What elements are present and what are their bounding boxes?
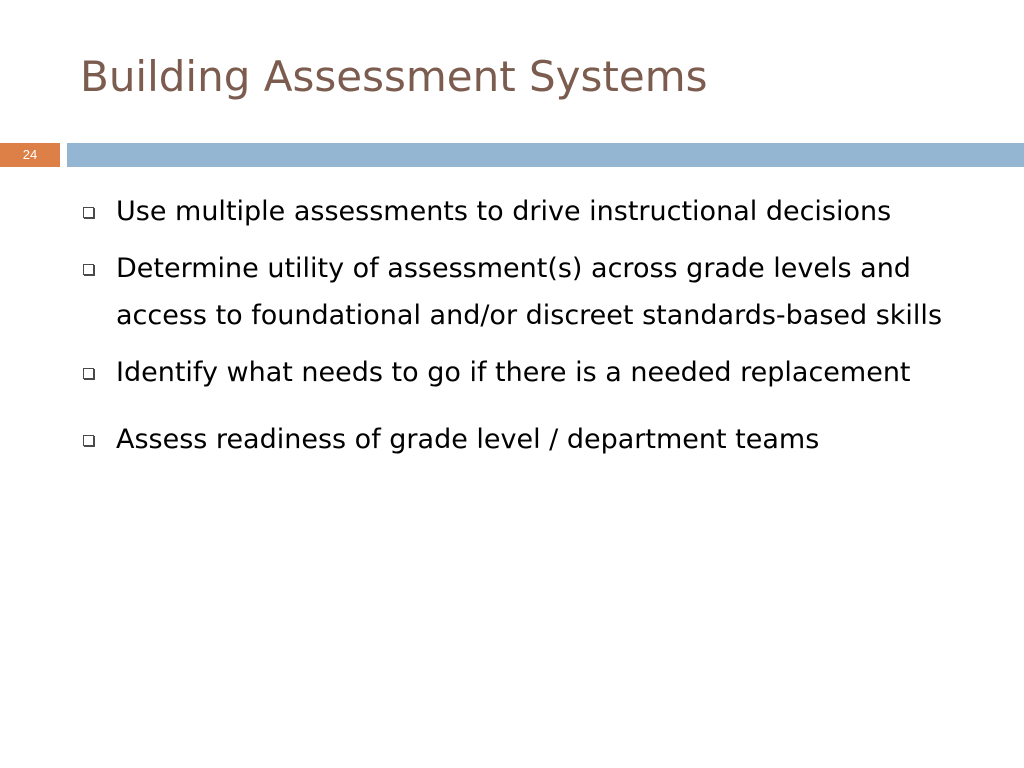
bullet-list	[80, 188, 980, 473]
title-divider-bar	[67, 143, 1024, 167]
square-bullet-icon	[83, 368, 94, 379]
slide-title: Building Assessment Systems	[80, 52, 708, 101]
bullet-item	[80, 349, 980, 396]
bullet-text: Assess readiness of grade level / department teams	[116, 424, 820, 455]
bullet-text: Use multiple assessments to drive instructional decisions	[116, 196, 892, 227]
square-bullet-icon	[83, 264, 94, 275]
bullet-text: Determine utility of assessment(s) across grade levels and access to foundational and/or discreet standards-based skills	[116, 253, 943, 331]
bullet-item	[80, 416, 980, 463]
square-bullet-icon	[83, 435, 94, 446]
square-bullet-icon	[83, 207, 94, 218]
bullet-item	[80, 188, 980, 235]
page-number-badge: 24	[0, 143, 60, 167]
bullet-text: Identify what needs to go if there is a needed replacement	[116, 357, 911, 388]
bullet-item	[80, 245, 980, 339]
